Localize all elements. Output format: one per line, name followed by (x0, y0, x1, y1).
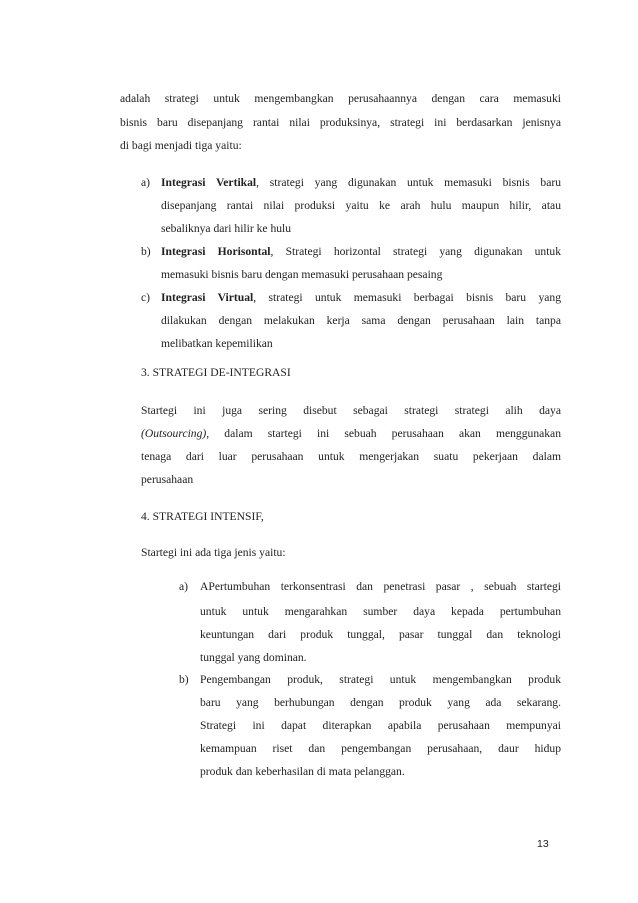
intensif-b-line-5: produk dan keberhasilan di mata pelanggan. (200, 765, 405, 778)
integrasi-virtual-line-1 (161, 291, 561, 305)
integrasi-horisontal-term: Integrasi Horisontal (161, 245, 271, 258)
section-3-line-3: tenaga dari luar perusahaan untuk mengerjakan suatu pekerjaan dalam (141, 450, 561, 463)
intensif-b-line-4: kemampuan riset dan pengembangan perusahaan, daur hidup (200, 742, 561, 755)
integrasi-vertikal-line-2: disepanjang rantai nilai produksi yaitu ke arah hulu maupun hilir, atau (161, 199, 561, 212)
section-3-line-2-rest: , dalam startegi ini sebuah perusahaan akan menggunakan (206, 427, 561, 440)
intro-line-1: adalah strategi untuk mengembangkan perusahaannya dengan cara memasuki (120, 92, 561, 105)
integrasi-vertikal-term: Integrasi Vertikal (161, 176, 257, 189)
list-marker-a: a) (141, 176, 151, 189)
intensif-b-line-3: Strategi ini dapat diterapkan apabila perusahaan mempunyai (200, 719, 561, 732)
intro-line-2: bisnis baru disepanjang rantai nilai produksinya, strategi ini berdasarkan jenisnya (120, 116, 561, 129)
integrasi-vertikal-desc: , strategi yang digunakan untuk memasuki bisnis baru (256, 176, 561, 189)
integrasi-virtual-line-2: dilakukan dengan melakukan kerja sama dengan perusahaan lain tanpa (161, 314, 561, 327)
intro-line-3: di bagi menjadi tiga yaitu: (120, 139, 242, 152)
section-3-line-2 (141, 427, 561, 441)
integrasi-virtual-term: Integrasi Virtual (161, 291, 254, 304)
integrasi-horisontal-desc: , Strategi horizontal strategi yang digunakan untuk (270, 245, 562, 258)
integrasi-vertikal-line-3: sebaliknya dari hilir ke hulu (161, 222, 292, 235)
list-marker-b: b) (141, 245, 151, 258)
section-4-intro: Startegi ini ada tiga jenis yaitu: (141, 546, 286, 559)
intensif-a-line-4: tunggal yang dominan. (200, 651, 307, 664)
integrasi-virtual-line-3: melibatkan kepemilikan (161, 337, 273, 350)
integrasi-horisontal-line-1 (161, 245, 561, 259)
integrasi-virtual-desc: , strategi untuk memasuki berbagai bisnis baru yang (253, 291, 561, 304)
section-3-line-4: perusahaan (141, 473, 194, 486)
integrasi-horisontal-line-2: memasuki bisnis baru dengan memasuki perusahaan pesaing (161, 268, 443, 281)
intensif-b-line-1: Pengembangan produk, strategi untuk mengembangkan produk (200, 673, 561, 686)
outsourcing-term: (Outsourcing) (141, 427, 207, 440)
intensif-a-line-2: untuk untuk mengarahkan sumber daya kepada pertumbuhan (200, 605, 561, 618)
section-3-line-1: Startegi ini juga sering disebut sebagai strategi strategi alih daya (141, 404, 561, 417)
intensif-marker-b: b) (179, 673, 189, 686)
page-number: 13 (537, 838, 549, 850)
list-marker-c: c) (141, 291, 151, 304)
intensif-marker-a: a) (179, 580, 189, 593)
section-3-heading: 3. STRATEGI DE-INTEGRASI (141, 366, 291, 379)
intensif-a-line-1: APertumbuhan terkonsentrasi dan penetrasi pasar , sebuah startegi (200, 580, 561, 593)
intensif-b-line-2: baru yang berhubungan dengan produk yang ada sekarang. (200, 696, 561, 709)
intensif-a-line-3: keuntungan dari produk tunggal, pasar tunggal dan teknologi (200, 628, 561, 641)
section-4-heading: 4. STRATEGI INTENSIF, (141, 510, 264, 523)
integrasi-vertikal-line-1 (161, 176, 561, 190)
